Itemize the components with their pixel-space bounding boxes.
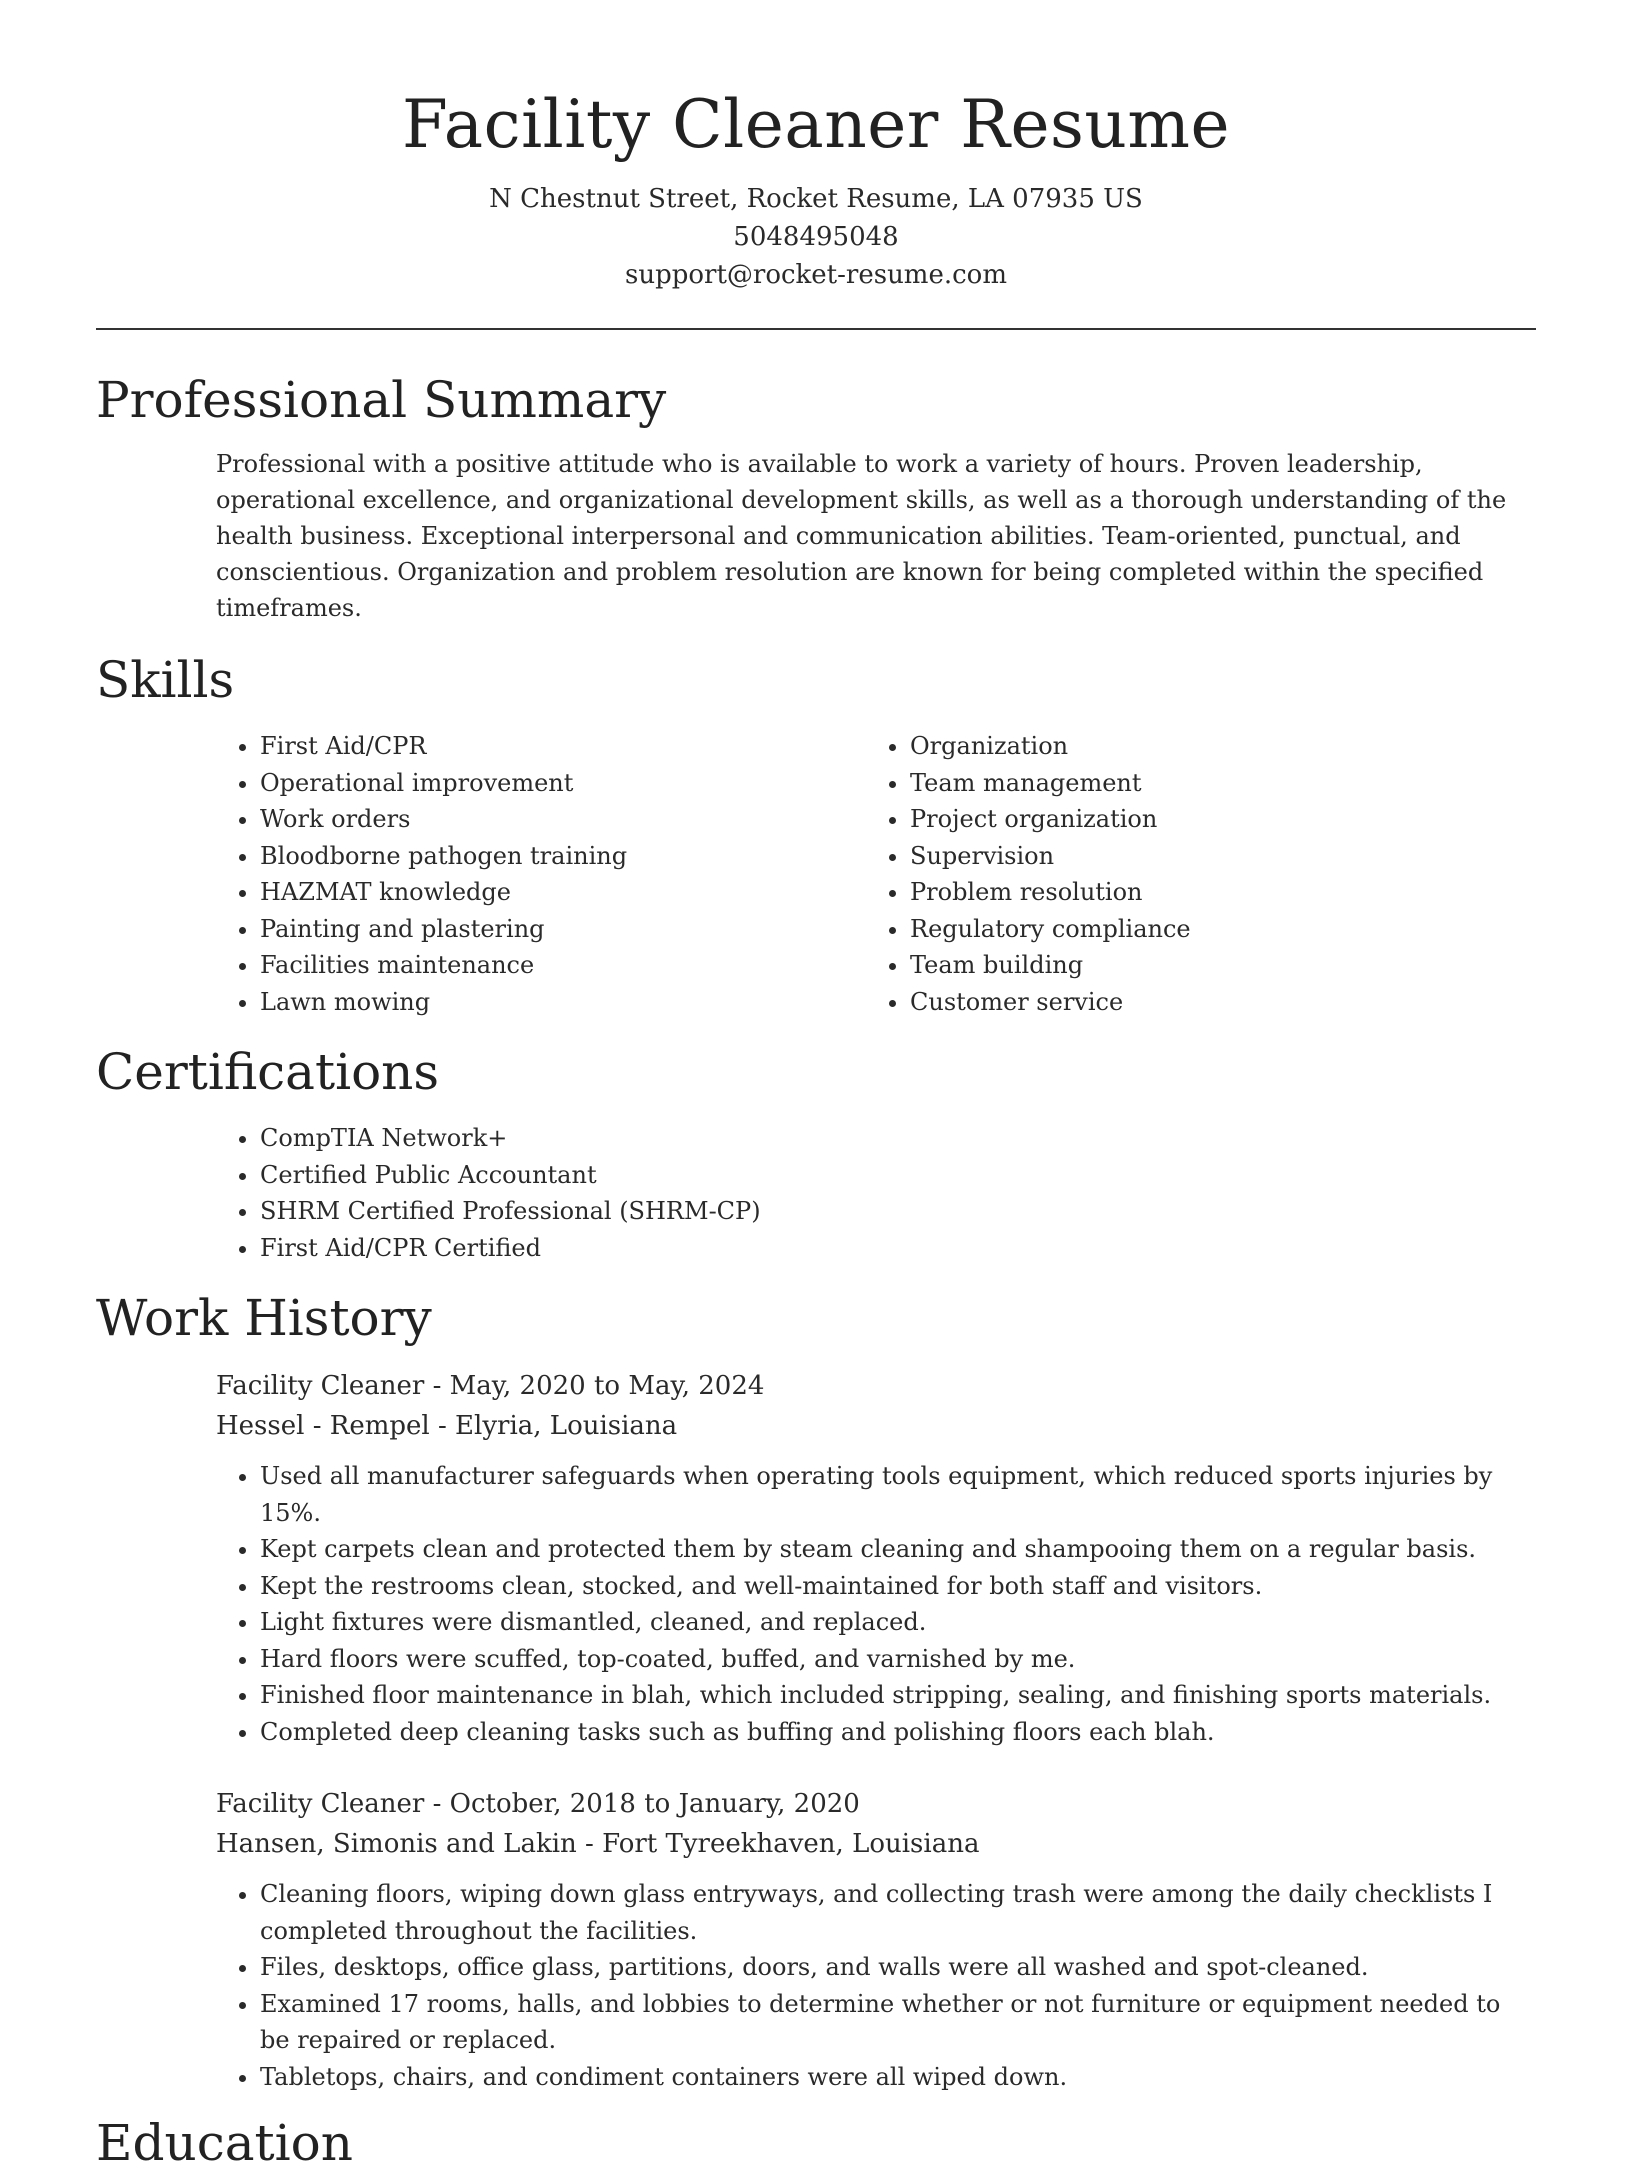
skills-list-left xyxy=(216,728,866,1020)
skills-list-right xyxy=(866,728,1516,1020)
list-item: • Bloodborne pathogen training xyxy=(260,838,866,875)
address: N Chestnut Street, Rocket Resume, LA 07935 US xyxy=(489,184,1143,214)
list-item: • Finished floor maintenance in blah, which included stripping, sealing, and finishing sports materials. xyxy=(260,1677,1536,1714)
list-item: • Operational improvement xyxy=(260,765,866,802)
header-divider xyxy=(96,328,1536,330)
list-item: • Team building xyxy=(910,947,1516,984)
summary-text: Professional with a positive attitude who is available to work a variety of hours. Proven leadership, operational excellence, and organizational development skills, as well as a thorough understanding of the health business. Exceptional interpersonal and communication abilities. Team-oriented, punctual, and conscientious. Organization and problem resolution are known for being completed within the specified timeframes. xyxy=(216,450,1507,622)
job-company-location: Hessel - Rempel - Elyria, Louisiana xyxy=(216,1411,678,1441)
certifications-list-wrap xyxy=(216,1120,1536,1266)
job-title-dates: Facility Cleaner - October, 2018 to January, 2020 xyxy=(216,1789,860,1819)
summary-section xyxy=(96,368,1536,626)
list-item: • Organization xyxy=(910,728,1516,765)
job-title-dates: Facility Cleaner - May, 2020 to May, 2024 xyxy=(216,1371,765,1401)
work-history-heading: Work History xyxy=(96,1289,432,1347)
list-item: • Files, desktops, office glass, partitions, doors, and walls were all washed and spot-cleaned. xyxy=(260,1949,1536,1986)
list-item: • Team management xyxy=(910,765,1516,802)
list-item: • Kept carpets clean and protected them by steam cleaning and shampooing them on a regular basis. xyxy=(260,1531,1536,1568)
contact-info xyxy=(96,180,1536,294)
list-item: • Customer service xyxy=(910,984,1516,1021)
list-item: • Light fixtures were dismantled, cleaned, and replaced. xyxy=(260,1604,1536,1641)
education-section xyxy=(96,2111,1536,2175)
resume-header xyxy=(96,0,1536,294)
list-item: • Tabletops, chairs, and condiment containers were all wiped down. xyxy=(260,2059,1536,2096)
skills-columns xyxy=(216,728,1536,1020)
list-item: • Examined 17 rooms, halls, and lobbies to determine whether or not furniture or equipment needed to be repaired or replaced. xyxy=(260,1986,1536,2059)
certifications-section xyxy=(96,1040,1536,1266)
job-entry xyxy=(216,1784,1536,2095)
resume-title: Facility Cleaner Resume xyxy=(401,86,1231,163)
list-item: • HAZMAT knowledge xyxy=(260,874,866,911)
email: support@rocket-resume.com xyxy=(624,260,1007,290)
list-item: • CompTIA Network+ xyxy=(260,1120,1536,1157)
list-item: • Problem resolution xyxy=(910,874,1516,911)
list-item: • First Aid/CPR Certified xyxy=(260,1230,1536,1267)
list-item: • Supervision xyxy=(910,838,1516,875)
list-item: • First Aid/CPR xyxy=(260,728,866,765)
list-item: • Work orders xyxy=(260,801,866,838)
list-item: • Used all manufacturer safeguards when operating tools equipment, which reduced sports injuries by 15%. xyxy=(260,1458,1536,1531)
skills-column-right xyxy=(866,728,1516,1020)
skills-heading: Skills xyxy=(96,651,235,709)
list-item: • Hard floors were scuffed, top-coated, buffed, and varnished by me. xyxy=(260,1641,1536,1678)
list-item: • Project organization xyxy=(910,801,1516,838)
list-item: • Facilities maintenance xyxy=(260,947,866,984)
job-entry xyxy=(216,1366,1536,1750)
list-item: • Certified Public Accountant xyxy=(260,1157,1536,1194)
resume-page xyxy=(96,0,1536,2175)
certifications-list xyxy=(216,1120,1536,1266)
work-history-section xyxy=(96,1286,1536,2095)
list-item: • Completed deep cleaning tasks such as buffing and polishing floors each blah. xyxy=(260,1714,1536,1751)
list-item: • Lawn mowing xyxy=(260,984,866,1021)
job-duties-list xyxy=(216,1458,1536,1750)
job-company-location: Hansen, Simonis and Lakin - Fort Tyreekhaven, Louisiana xyxy=(216,1829,980,1859)
list-item: • Kept the restrooms clean, stocked, and well-maintained for both staff and visitors. xyxy=(260,1568,1536,1605)
list-item: • Cleaning floors, wiping down glass entryways, and collecting trash were among the daily checklists I completed throughout the facilities. xyxy=(260,1876,1536,1949)
certifications-heading: Certifications xyxy=(96,1043,440,1101)
skills-column-left xyxy=(216,728,866,1020)
job-duties-list xyxy=(216,1876,1536,2095)
education-heading: Education xyxy=(96,2114,353,2172)
list-item: • Regulatory compliance xyxy=(910,911,1516,948)
list-item: • Painting and plastering xyxy=(260,911,866,948)
list-item: • SHRM Certified Professional (SHRM-CP) xyxy=(260,1193,1536,1230)
summary-heading: Professional Summary xyxy=(96,371,667,429)
phone: 5048495048 xyxy=(733,222,899,252)
skills-section xyxy=(96,648,1536,1020)
